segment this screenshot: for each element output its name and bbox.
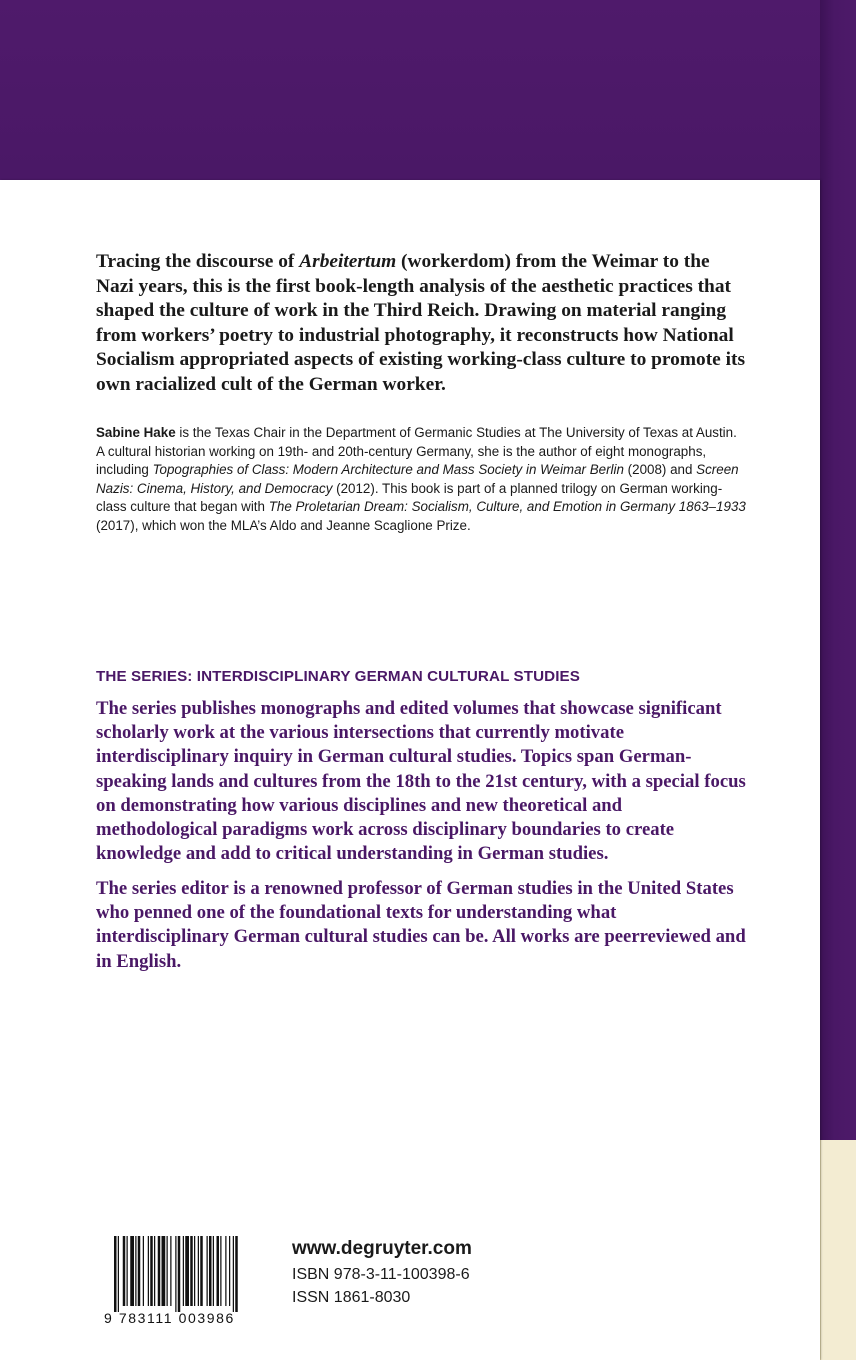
barcode-bar <box>225 1236 226 1306</box>
barcode-bar <box>183 1236 184 1306</box>
bio-book-title-2: Screen Nazis: Cinema, History, and Democracy <box>96 462 739 496</box>
barcode-bar <box>233 1236 234 1312</box>
barcode-bar <box>148 1236 149 1306</box>
barcode-bar <box>207 1236 208 1306</box>
book-blurb <box>96 250 746 397</box>
barcode-bar <box>185 1236 189 1306</box>
bio-book-title-1: Topographies of Class: Modern Architecture and Mass Society in Weimar Berlin <box>152 462 624 478</box>
barcode-bar <box>220 1236 221 1306</box>
author-bio <box>96 424 746 536</box>
blurb-term: Arbeitertum <box>299 251 397 272</box>
barcode-bar <box>217 1236 220 1306</box>
blurb-part-1: Tracing the discourse of <box>96 251 300 272</box>
barcode-bar <box>178 1236 181 1312</box>
bio-text-2: (2008) and <box>623 462 697 478</box>
barcode-bar <box>114 1236 117 1312</box>
barcode-bar <box>200 1236 203 1306</box>
bio-text-3: (2012). This book is part of a planned trilogy on German working-class culture that began with <box>96 480 723 515</box>
barcode-bar <box>143 1236 144 1306</box>
barcode-bar <box>138 1236 141 1306</box>
barcode-bar <box>154 1236 155 1306</box>
barcode-bar <box>194 1236 195 1306</box>
barcode-bar <box>229 1236 230 1306</box>
bio-text-4: (2017), which won the MLA’s Aldo and Jeanne Scaglione Prize. <box>96 517 471 533</box>
issn-number: ISSN 1861-8030 <box>292 1289 411 1306</box>
series-heading: THE SERIES: INTERDISCIPLINARY GERMAN CULTURAL STUDIES <box>96 668 581 685</box>
isbn-barcode <box>104 1236 270 1328</box>
barcode-bar <box>170 1236 171 1306</box>
barcode-bar <box>118 1236 119 1312</box>
bio-book-title-3: The Proletarian Dream: Socialism, Culture, and Emotion in Germany 1863–1933 <box>268 499 746 515</box>
barcode-digits: 9 783111 003986 <box>104 1310 235 1326</box>
barcode-bar <box>198 1236 199 1306</box>
barcode-bar <box>135 1236 136 1306</box>
barcode-bar <box>130 1236 134 1306</box>
barcode-bar <box>167 1236 168 1306</box>
barcode-bar <box>158 1236 161 1306</box>
barcode-bar <box>127 1236 128 1306</box>
series-description: The series publishes monographs and edited volumes that showcase significant scholarly work at the various intersections that currently motivate interdisciplinary inquiry in German cultural studies. Topics span German-speaking lands and cultures from the 18th to the 21st century, with a special focus on demonstrating how various disciplines and new theoretical and methodological paradigms work across disciplinary boundaries to create knowledge and add to critical understanding in German studies. <box>96 698 746 865</box>
barcode-bar <box>213 1236 214 1306</box>
barcode-bar <box>123 1236 126 1306</box>
author-name: Sabine Hake <box>96 425 176 440</box>
barcode-bar <box>175 1236 176 1312</box>
barcode-bar <box>162 1236 166 1306</box>
barcode-bars <box>104 1236 270 1312</box>
page-edge-strip <box>820 1140 856 1360</box>
barcode-bar <box>209 1236 212 1306</box>
publisher-url[interactable]: www.degruyter.com <box>292 1238 472 1259</box>
cover-top-band <box>0 0 856 180</box>
bio-text-1: is the Texas Chair in the Department of Germanic Studies at The University of Texas at Austin. A cultural historian working on 19th- and 20th-century Germany, she is the author of eight monographs, including <box>96 425 737 478</box>
series-editor-note: The series editor is a renowned professor of German studies in the United States who penned one of the foundational texts for understanding what interdisciplinary German cultural studies can be. All works are peerreviewed and in English. <box>96 878 746 972</box>
barcode-bar <box>150 1236 153 1306</box>
barcode-bar <box>235 1236 238 1312</box>
blurb-part-2: (workerdom) from the Weimar to the Nazi years, this is the first book-length analysis of the aesthetic practices that shaped the culture of work in the Third Reich. Drawing on material ranging from workers’ poetry to industrial photography, it reconstructs how National Socialism appropriated aspects of existing working-class culture to promote its own racialized cult of the German worker. <box>96 251 746 395</box>
isbn-number: ISBN 978-3-11-100398-6 <box>292 1266 470 1283</box>
barcode-bar <box>190 1236 193 1306</box>
